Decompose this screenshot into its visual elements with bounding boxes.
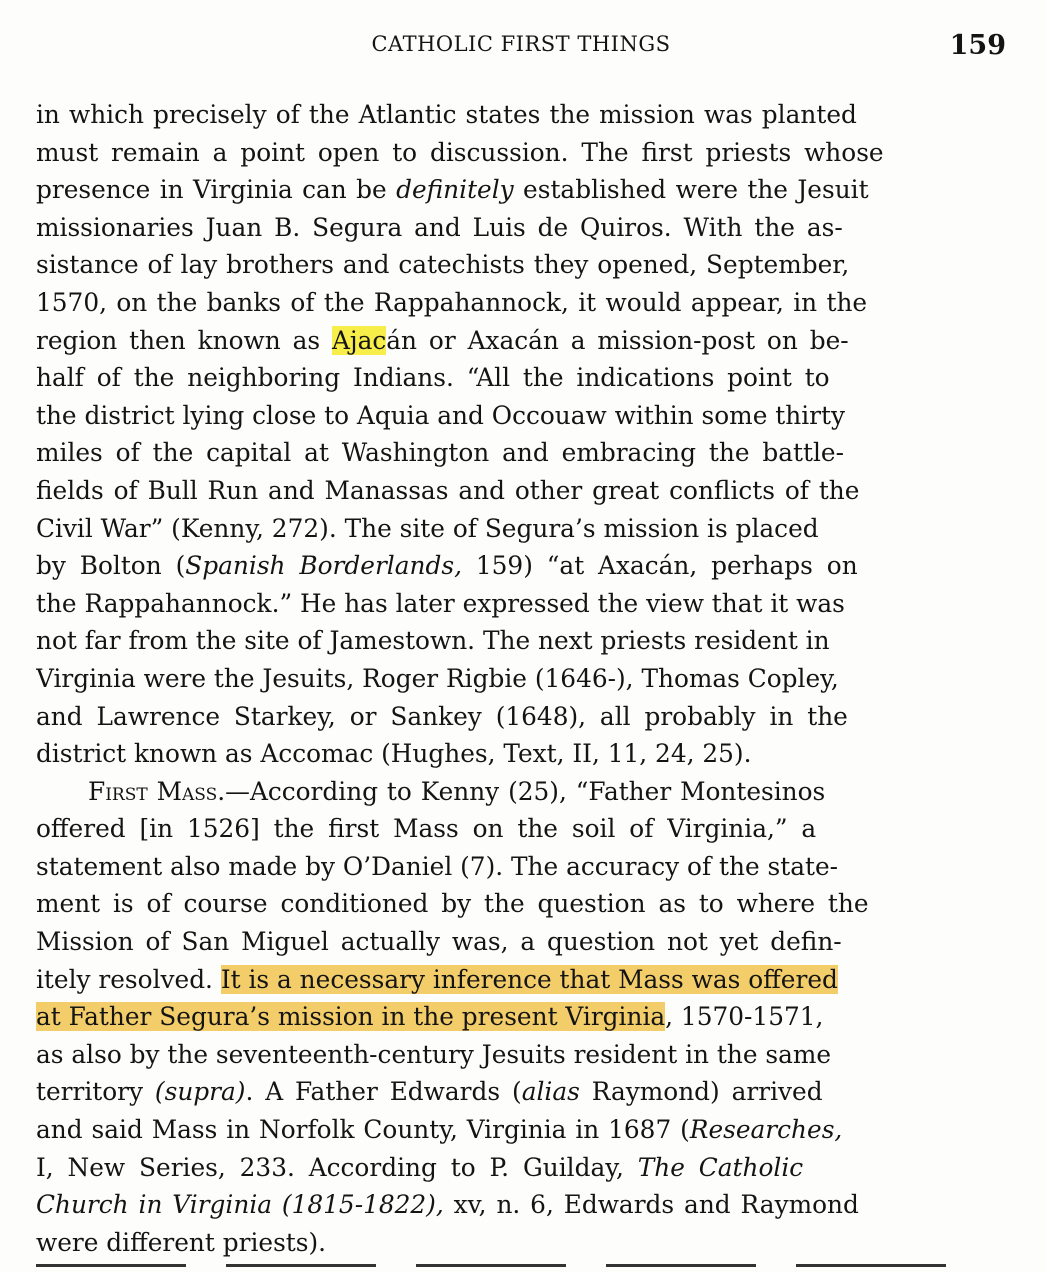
- text-span: territory: [36, 1077, 155, 1107]
- text-line: fields of Bull Run and Manassas and other great conflicts of the: [36, 475, 860, 505]
- text-line: [36, 547, 1006, 585]
- page-number: 159: [949, 30, 1006, 61]
- text-line: statement also made by O’Daniel (7). The accuracy of the state-: [36, 851, 839, 881]
- text-line: the Rappahannock.” He has later expressed the view that it was: [36, 588, 845, 618]
- italic-text: The Catholic: [637, 1152, 804, 1182]
- section-heading: First Mass.: [88, 776, 226, 806]
- text-line: [36, 1073, 1006, 1111]
- text-span: itely resolved.: [36, 964, 221, 994]
- text-line: 1570, on the banks of the Rappahannock, it would appear, in the: [36, 287, 868, 317]
- text-line: district known as Accomac (Hughes, Text, II, 11, 24, 25).: [36, 739, 752, 769]
- highlighted-text[interactable]: It is a necessary inference that Mass was offered: [220, 964, 838, 994]
- text-line: [36, 998, 1006, 1036]
- italic-text: (supra): [154, 1077, 246, 1107]
- text-line: missionaries Juan B. Segura and Luis de Quiros. With the as-: [36, 212, 843, 242]
- highlighted-text[interactable]: at Father Segura’s mission in the present Virginia: [36, 1002, 666, 1032]
- cut-off-next-line: [36, 1262, 1006, 1272]
- body-text: [36, 96, 1006, 1261]
- text-line: the district lying close to Aquia and Occouaw within some thirty: [36, 400, 845, 430]
- italic-text: Researches,: [689, 1115, 843, 1145]
- text-span: Raymond) arrived: [579, 1077, 823, 1107]
- text-span: án or Axacán a mission-post on be-: [386, 325, 849, 355]
- text-span: by Bolton (: [36, 551, 186, 581]
- page-header: [36, 30, 1006, 64]
- text-span: and said Mass in Norfolk County, Virginia in 1687 (: [36, 1115, 690, 1145]
- text-span: 159) “at Axacán, perhaps on: [461, 551, 858, 581]
- italic-text: Spanish Borderlands,: [185, 551, 462, 581]
- text-line: [36, 1186, 1006, 1224]
- text-line: miles of the capital at Washington and embracing the battle-: [36, 438, 844, 468]
- text-line: as also by the seventeenth-century Jesuits resident in the same: [36, 1039, 832, 1069]
- text-span: —According to Kenny (25), “Father Montesinos: [225, 776, 826, 806]
- text-line: half of the neighboring Indians. “All the indications point to: [36, 363, 830, 393]
- text-span: presence in Virginia can be: [36, 175, 397, 205]
- text-line: not far from the site of Jamestown. The next priests resident in: [36, 626, 830, 656]
- text-line: were different priests).: [36, 1227, 327, 1257]
- text-line: Virginia were the Jesuits, Roger Rigbie (1646-), Thomas Copley,: [36, 663, 839, 693]
- text-span: established were the Jesuit: [513, 175, 869, 205]
- text-line: offered [in 1526] the first Mass on the soil of Virginia,” a: [36, 814, 817, 844]
- italic-text: definitely: [396, 175, 514, 205]
- text-line: and Lawrence Starkey, or Sankey (1648), all probably in the: [36, 701, 848, 731]
- text-line: Mission of San Miguel actually was, a question not yet defin-: [36, 927, 842, 957]
- text-line: sistance of lay brothers and catechists they opened, September,: [36, 250, 850, 280]
- text-line: [36, 322, 1006, 360]
- text-line: must remain a point open to discussion. The first priests whose: [36, 137, 884, 167]
- text-line: in which precisely of the Atlantic states the mission was planted: [36, 100, 857, 129]
- text-line: [36, 773, 1006, 811]
- text-span: region then known as: [36, 325, 332, 355]
- italic-text: alias: [521, 1077, 580, 1107]
- highlighted-text[interactable]: Ajac: [331, 325, 387, 355]
- text-line: ment is of course conditioned by the question as to where the: [36, 889, 869, 919]
- text-line: [36, 1149, 1006, 1187]
- text-span: xv, n. 6, Edwards and Raymond: [443, 1190, 859, 1220]
- italic-text: Church in Virginia (1815-1822),: [36, 1190, 444, 1220]
- running-head: CATHOLIC FIRST THINGS: [371, 32, 671, 56]
- text-span: . A Father Edwards (: [245, 1077, 522, 1107]
- text-line: Civil War” (Kenny, 272). The site of Segura’s mission is placed: [36, 513, 819, 543]
- text-span: I, New Series, 233. According to P. Guilday,: [36, 1152, 638, 1182]
- text-line: [36, 961, 1006, 999]
- text-line: [36, 1111, 1006, 1149]
- text-span: , 1570-1571,: [665, 1002, 824, 1032]
- text-line: [36, 171, 1006, 209]
